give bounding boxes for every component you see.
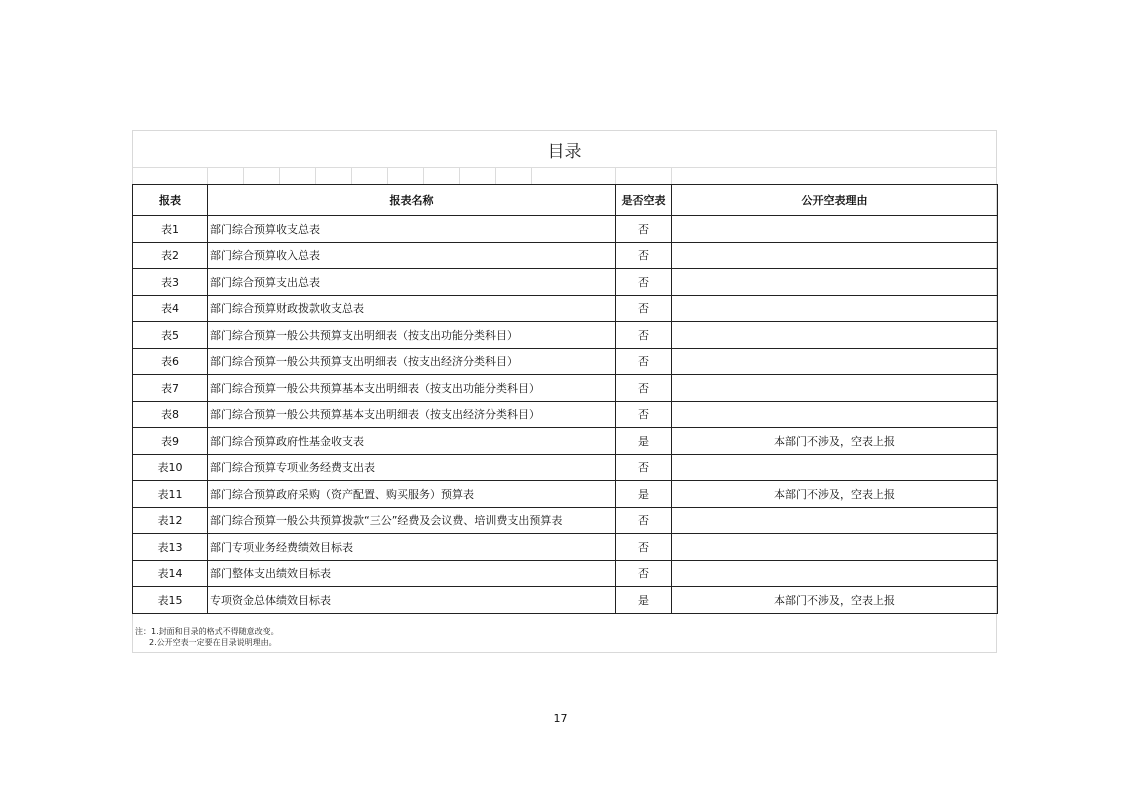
row-is-empty: 否 [616,401,672,428]
row-code: 表9 [133,428,208,455]
row-reason [672,375,998,402]
row-reason [672,534,998,561]
row-code: 表8 [133,401,208,428]
row-is-empty: 否 [616,560,672,587]
table-row [133,216,998,243]
header-code: 报表 [133,185,208,216]
row-code: 表1 [133,216,208,243]
grid-strip [133,167,996,184]
table-row [133,428,998,455]
row-name: 部门综合预算一般公共预算支出明细表（按支出功能分类科目） [208,322,616,349]
table-row [133,481,998,508]
table-row [133,507,998,534]
row-name: 部门整体支出绩效目标表 [208,560,616,587]
row-reason: 本部门不涉及，空表上报 [672,481,998,508]
row-name: 部门综合预算政府采购（资产配置、购买服务）预算表 [208,481,616,508]
row-code: 表6 [133,348,208,375]
row-name: 部门综合预算专项业务经费支出表 [208,454,616,481]
row-reason [672,401,998,428]
row-code: 表13 [133,534,208,561]
row-reason [672,216,998,243]
table-row [133,534,998,561]
row-is-empty: 否 [616,216,672,243]
row-code: 表15 [133,587,208,614]
row-name: 部门综合预算一般公共预算支出明细表（按支出经济分类科目） [208,348,616,375]
row-is-empty: 否 [616,375,672,402]
table-row [133,401,998,428]
row-reason [672,507,998,534]
row-reason: 本部门不涉及，空表上报 [672,587,998,614]
note-2: 2.公开空表一定要在目录说明理由。 [149,638,277,647]
table-row [133,454,998,481]
header-reason: 公开空表理由 [672,185,998,216]
row-code: 表2 [133,242,208,269]
table-row [133,322,998,349]
header-is-empty: 是否空表 [616,185,672,216]
row-is-empty: 否 [616,507,672,534]
row-code: 表5 [133,322,208,349]
notes [135,626,279,648]
table-row [133,348,998,375]
row-is-empty: 是 [616,481,672,508]
row-reason [672,322,998,349]
table-row [133,375,998,402]
row-is-empty: 否 [616,322,672,349]
row-name: 部门综合预算收支总表 [208,216,616,243]
row-code: 表10 [133,454,208,481]
table-row [133,560,998,587]
table-row [133,587,998,614]
page-number: 17 [553,712,568,725]
row-name: 部门综合预算政府性基金收支表 [208,428,616,455]
row-is-empty: 否 [616,534,672,561]
row-code: 表12 [133,507,208,534]
row-is-empty: 否 [616,242,672,269]
note-1: 注：1.封面和目录的格式不得随意改变。 [135,627,279,636]
row-name: 部门综合预算一般公共预算拨款“三公”经费及会议费、培训费支出预算表 [208,507,616,534]
row-reason [672,560,998,587]
row-name: 部门综合预算一般公共预算基本支出明细表（按支出经济分类科目） [208,401,616,428]
row-code: 表11 [133,481,208,508]
row-reason [672,269,998,296]
row-reason [672,242,998,269]
toc-sheet [132,130,997,653]
row-reason [672,348,998,375]
table-header-row [133,185,998,216]
table-row [133,269,998,296]
row-reason [672,295,998,322]
row-name: 部门综合预算一般公共预算基本支出明细表（按支出功能分类科目） [208,375,616,402]
row-code: 表7 [133,375,208,402]
row-reason: 本部门不涉及，空表上报 [672,428,998,455]
row-is-empty: 是 [616,428,672,455]
row-code: 表3 [133,269,208,296]
row-is-empty: 否 [616,269,672,296]
table-row [133,295,998,322]
row-reason [672,454,998,481]
row-name: 专项资金总体绩效目标表 [208,587,616,614]
row-name: 部门综合预算财政拨款收支总表 [208,295,616,322]
row-name: 部门综合预算支出总表 [208,269,616,296]
row-is-empty: 否 [616,454,672,481]
header-name: 报表名称 [208,185,616,216]
table-row [133,242,998,269]
row-is-empty: 否 [616,348,672,375]
toc-title: 目录 [547,141,582,162]
row-name: 部门专项业务经费绩效目标表 [208,534,616,561]
row-name: 部门综合预算收入总表 [208,242,616,269]
row-is-empty: 否 [616,295,672,322]
row-code: 表4 [133,295,208,322]
row-is-empty: 是 [616,587,672,614]
row-code: 表14 [133,560,208,587]
toc-table [132,184,998,614]
